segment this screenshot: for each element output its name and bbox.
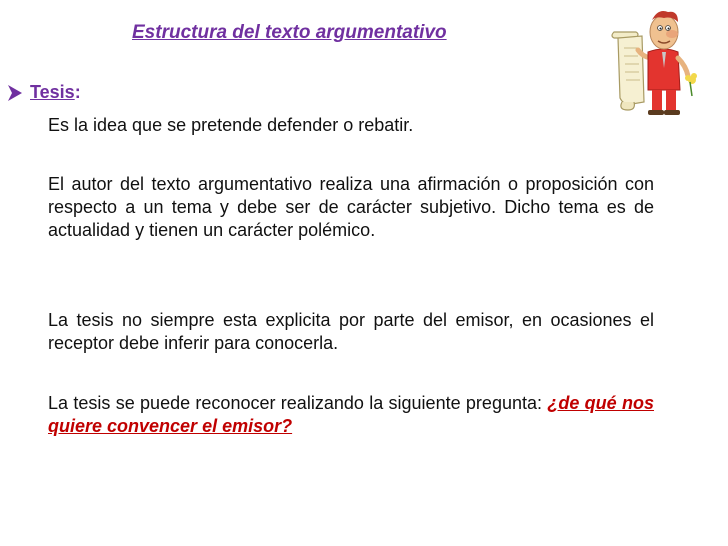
- paragraph-explicit: La tesis no siempre esta explicita por parte del emisor, en ocasiones el receptor debe inferir para conocerla.: [48, 310, 654, 353]
- bullet-tesis: [6, 82, 81, 103]
- man-with-scroll-icon: [606, 6, 706, 116]
- tesis-label: Tesis: [30, 82, 75, 102]
- tesis-colon: :: [74, 82, 81, 102]
- question-lead: La tesis se puede reconocer realizando la siguiente pregunta:: [48, 393, 548, 413]
- paragraph-author: El autor del texto argumentativo realiza una afirmación o proposición con respecto a un tema y debe ser de carácter subjetivo. Dicho tema es de actualidad y tienen un carácter polémico.: [48, 174, 654, 240]
- paragraph-definition: Es la idea que se pretende defender o rebatir.: [48, 115, 414, 135]
- question-text: ¿de qué nos quiere convencer el emisor?: [48, 393, 654, 436]
- slide-title: Estructura del texto argumentativo: [132, 22, 447, 43]
- arrow-bullet-icon: [6, 84, 24, 102]
- paragraph-question: [48, 392, 654, 438]
